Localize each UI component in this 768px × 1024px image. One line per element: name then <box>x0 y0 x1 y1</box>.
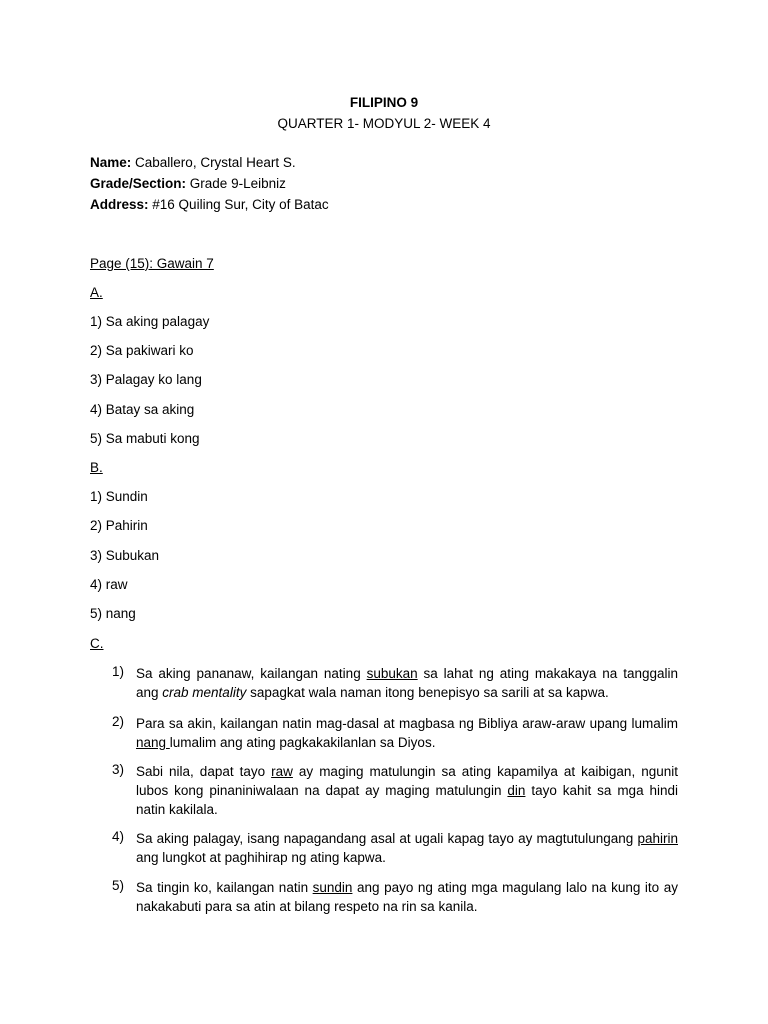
sentence-text: Sa aking palagay, isang napagandang asal at ugali kapag tayo ay magtutulungang <box>136 831 638 846</box>
underlined-word: pahirin <box>637 831 678 846</box>
sentence-item <box>112 714 678 752</box>
list-item: 5) Sa mabuti kong <box>90 431 200 446</box>
sentence-text: Sabi nila, dapat tayo <box>136 764 272 779</box>
sentence-item <box>112 878 678 916</box>
sentence-text: nakakabuti para sa atin at bilang respeto na rin sa kanila. <box>136 899 478 914</box>
sentence-item <box>112 829 678 867</box>
sentence-text: lubos kong pinaniniwalaan na dapat ay maging matulungin <box>136 783 508 798</box>
underlined-word: nang <box>136 735 170 750</box>
name-label: Name: <box>90 155 132 170</box>
sentence-text: sa lahat ng ating makakaya na tanggalin <box>417 666 678 681</box>
page-reference: Page (15): Gawain 7 <box>90 256 214 271</box>
list-item: 2) Pahirin <box>90 518 148 533</box>
student-grade-line <box>90 176 286 191</box>
student-address-line <box>90 197 329 212</box>
item-number: 1) <box>112 664 125 679</box>
underlined-word: din <box>507 783 526 798</box>
sentence-text: tayo kahit sa mga hindi <box>525 783 678 798</box>
sentence-text: ang lungkot at paghihirap ng ating kapwa. <box>136 850 386 865</box>
grade-label: Grade/Section: <box>90 176 187 191</box>
list-item: 2) Sa pakiwari ko <box>90 343 194 358</box>
sentence-text: ang <box>136 685 163 700</box>
sentence-text: Para sa akin, kailangan natin mag-dasal at magbasa ng Bibliya araw-araw upang lumalim <box>136 716 678 731</box>
sentence-text: natin kakilala. <box>136 802 218 817</box>
list-item: 3) Subukan <box>90 548 160 563</box>
address-value: #16 Quiling Sur, City of Batac <box>152 197 329 212</box>
item-number: 5) <box>112 878 125 893</box>
list-item: 1) Sa aking palagay <box>90 314 210 329</box>
underlined-word: subukan <box>366 666 418 681</box>
sentence-item <box>112 762 678 819</box>
name-value: Caballero, Crystal Heart S. <box>135 155 296 170</box>
sentence-text: Sa aking pananaw, kailangan nating <box>136 666 367 681</box>
section-b-label: B. <box>90 460 103 475</box>
list-item: 4) Batay sa aking <box>90 402 195 417</box>
student-name-line <box>90 155 296 170</box>
sentence-text: ang payo ng ating mga magulang lalo na kung ito ay <box>352 880 678 895</box>
address-label: Address: <box>90 197 149 212</box>
section-a-label: A. <box>90 285 103 300</box>
item-number: 4) <box>112 829 125 844</box>
list-item: 3) Palagay ko lang <box>90 372 202 387</box>
list-item: 5) nang <box>90 606 136 621</box>
document-title: FILIPINO 9 <box>349 95 419 110</box>
item-number: 3) <box>112 762 125 777</box>
underlined-word: raw <box>271 764 293 779</box>
list-item: 1) Sundin <box>90 489 148 504</box>
underlined-word: sundin <box>312 880 353 895</box>
sentence-text: Sa tingin ko, kailangan natin <box>136 880 313 895</box>
section-c-label: C. <box>90 636 104 651</box>
italic-phrase: crab mentality <box>162 685 247 700</box>
sentence-text: ay maging matulungin sa ating kapamilya at kaibigan, ngunit <box>292 764 678 779</box>
list-item: 4) raw <box>90 577 128 592</box>
item-number: 2) <box>112 714 125 729</box>
sentence-item <box>112 664 678 702</box>
sentence-text: sapagkat wala naman itong benepisyo sa sarili at sa kapwa. <box>246 685 609 700</box>
grade-value: Grade 9-Leibniz <box>189 176 286 191</box>
document-subtitle: QUARTER 1- MODYUL 2- WEEK 4 <box>277 116 491 131</box>
sentence-text: lumalim ang ating pagkakakilanlan sa Diyos. <box>169 735 436 750</box>
